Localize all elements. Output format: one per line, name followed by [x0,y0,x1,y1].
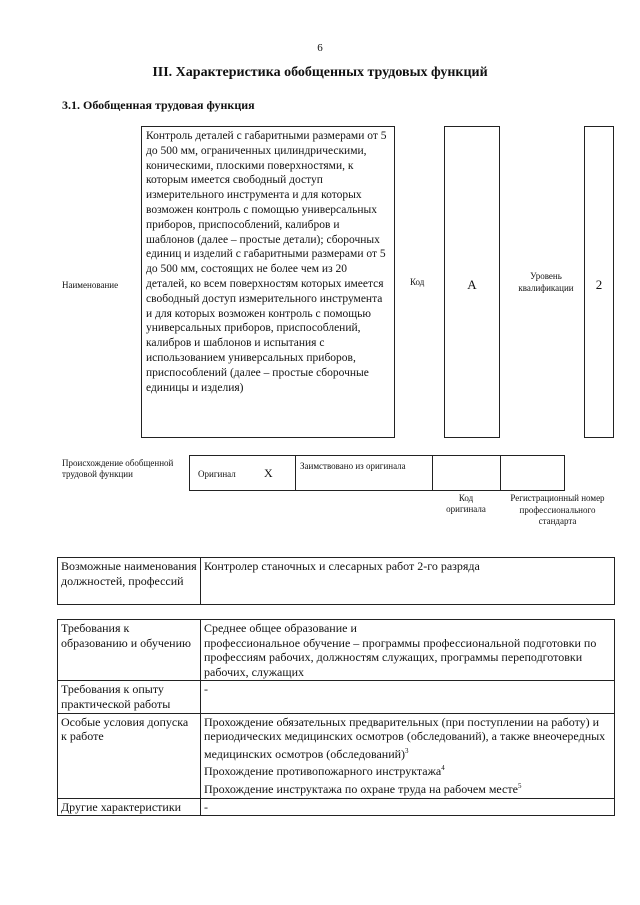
name-label: Наименование [62,280,119,290]
admission-line: Прохождение инструктажа по охране труда на рабочем месте$^5$ [204,781,522,796]
original-label: Оригинал [198,469,236,479]
admission-value [201,713,615,798]
other-value: - [201,798,615,816]
divider [500,456,501,490]
page-number: 6 [317,42,323,54]
footnote-ref: 4 [441,764,445,773]
education-label: Требования к образованию и обучению [58,620,201,681]
other-label: Другие характеристики [58,798,201,816]
table-row [58,713,615,798]
subsection-title: 3.1. Обобщенная трудовая функция [62,98,255,112]
code-value: A [467,277,477,292]
education-value [201,620,615,681]
admission-line: Прохождение противопожарного инструктажа$^4$ [204,764,445,779]
section-title: III. Характеристика обобщенных трудовых функций [152,65,488,80]
borrowed-label: Заимствовано из оригинала [300,461,406,471]
origin-table [189,455,565,491]
code-original-caption: Код оригинала [446,493,486,514]
footnote-ref: 5 [517,781,522,790]
level-label: Уровень квалификации [518,271,574,293]
requirements-table [57,619,615,816]
table-row [58,798,615,816]
experience-label: Требования к опыту практической работы [58,681,201,713]
experience-value: - [201,681,615,713]
table-row [58,681,615,713]
reg-number-caption: Регистрационный номер профессионального стандарта [510,493,605,526]
education-line: Среднее общее образование и [204,621,357,635]
footnote-ref: 3 [405,746,409,755]
original-mark: X [264,466,273,480]
level-value: 2 [595,277,603,292]
admission-label: Особые условия допуска к работе [58,713,201,798]
positions-table [57,557,615,605]
level-cell [584,126,614,438]
divider [432,456,433,490]
education-line: профессиональное обучение – программы профессиональной подготовки по профессиям рабочих, должностям служащих, программы переподготовки рабочих, служащих [204,635,597,679]
table-row [58,620,615,681]
positions-label: Возможные наименования должностей, профессий [58,558,201,605]
admission-line: Прохождение обязательных предварительных (при поступлении на работу) и периодических медицинских осмотров (обследований), а также внеочередных медицинских осмотров (обследований)$^3$ [204,714,606,761]
positions-value: Контролер станочных и слесарных работ 2-го разряда [201,558,615,605]
code-cell [444,126,500,438]
origin-label: Происхождение обобщенной трудовой функции [62,458,174,479]
function-name-value: Контроль деталей с габаритными размерами от 5 до 500 мм, ограниченных цилиндрическими, коническими, плоскими поверхностями, к которым имеется свободный доступ измерительного инструмента и для которых возможен контроль с помощью универсальных приборов, приспособлений, калибров и шаблонов (далее – простые детали); сборочных единиц и изделий с габаритными размерами от 5 до 500 мм, состоящих не более чем из 20 деталей, ко всем поверхностям которых имеется свободный доступ измерительного инструмента и для которых возможен контроль с помощью универсальных приборов, приспособлений, калибров и шаблонов и испытания с использованием универсальных приборов, приспособлений (далее – простые сборочные единицы и изделия) [141,126,395,438]
code-label: Код [410,277,425,287]
divider [295,456,296,490]
